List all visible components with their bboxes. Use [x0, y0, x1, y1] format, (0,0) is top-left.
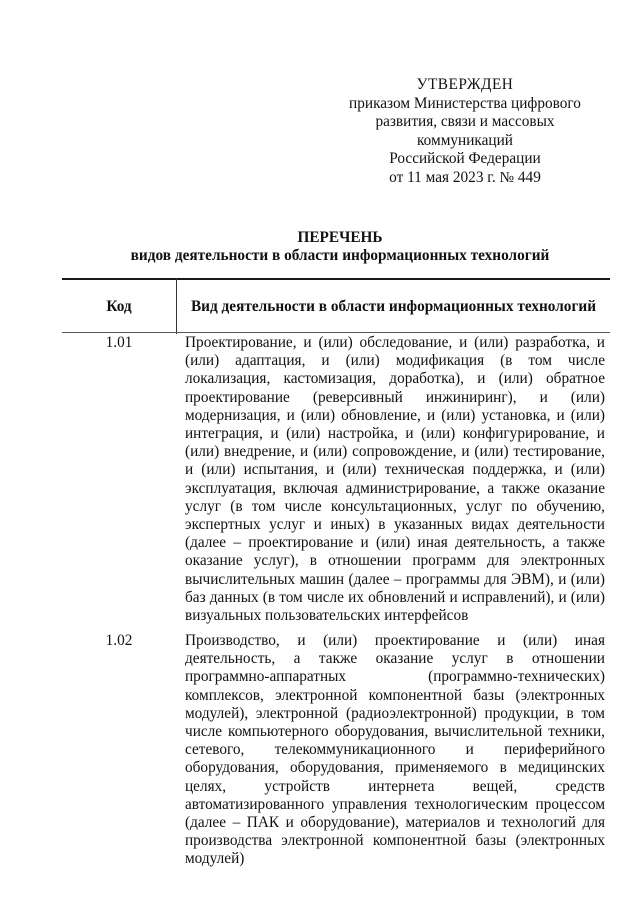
approval-title: УТВЕРЖДЕН: [416, 76, 514, 93]
approval-line: развития, связи и массовых: [375, 113, 555, 131]
column-header-code: Код: [106, 298, 132, 315]
heading-subtitle: видов деятельности в области информационных технологий: [130, 247, 550, 264]
document-heading: [60, 229, 620, 265]
table-header-rule: [62, 332, 610, 333]
heading-title: ПЕРЕЧЕНЬ: [297, 229, 383, 246]
column-header-activity: Вид деятельности в области информационных технологий: [190, 298, 597, 315]
row-activity-text: Проектирование, и (или) обследование, и (или) разработка, и (или) адаптация, и (или) модификация (в том числе локализация, кастомизация, доработка), и (или) обратное проектирование (реверсивный инжиниринг), и (или) модернизация, и (или) обновление, и (или) установка, и (или) интеграция, и (или) настройка, и (или) конфигурирование, и (или) внедрение, и (или) сопровождение, и (или) тестирование, и (или) испытания, и (или) техническая поддержка, и (или) эксплуатация, включая администрирование, а также оказание услуг (в том числе консультационных, услуг по обучению, экспертных услуг и иных) в указанных видах деятельности (далее – проектирование и (или) иная деятельность, а также оказание услуг), в отношении программ для электронных вычислительных машин (далее – программы для ЭВМ), и (или) баз данных (в том числе их обновлений и исправлений), и (или) визуальных пользовательских интерфейсов: [185, 334, 605, 625]
approval-line: коммуникаций: [417, 131, 513, 149]
row-code: 1.02: [105, 632, 133, 649]
table-top-rule: [62, 278, 610, 280]
row-code: 1.01: [105, 334, 133, 351]
approval-line: Российской Федерации: [389, 150, 541, 168]
approval-stamp: [340, 76, 590, 188]
approval-date-number: от 11 мая 2023 г. № 449: [389, 168, 541, 186]
row-activity-text: Производство, и (или) проектирование и (или) иная деятельность, а также оказание услуг в отношении программно-аппаратных (программно-технических) комплексов, электронной компонентной базы (электронных модулей), электронной (радиоэлектронной) продукции, в том числе компьютерного оборудования, вычислительной техники, сетевого, телекоммуникационного и периферийного оборудования, оборудования, применяемого в медицинских целях, устройств интернета вещей, средств автоматизированного управления технологическим процессом (далее – ПАК и оборудование), материалов и технологий для производства электронной компонентной базы (электронных модулей): [185, 632, 605, 868]
approval-line: приказом Министерства цифрового: [349, 94, 581, 112]
